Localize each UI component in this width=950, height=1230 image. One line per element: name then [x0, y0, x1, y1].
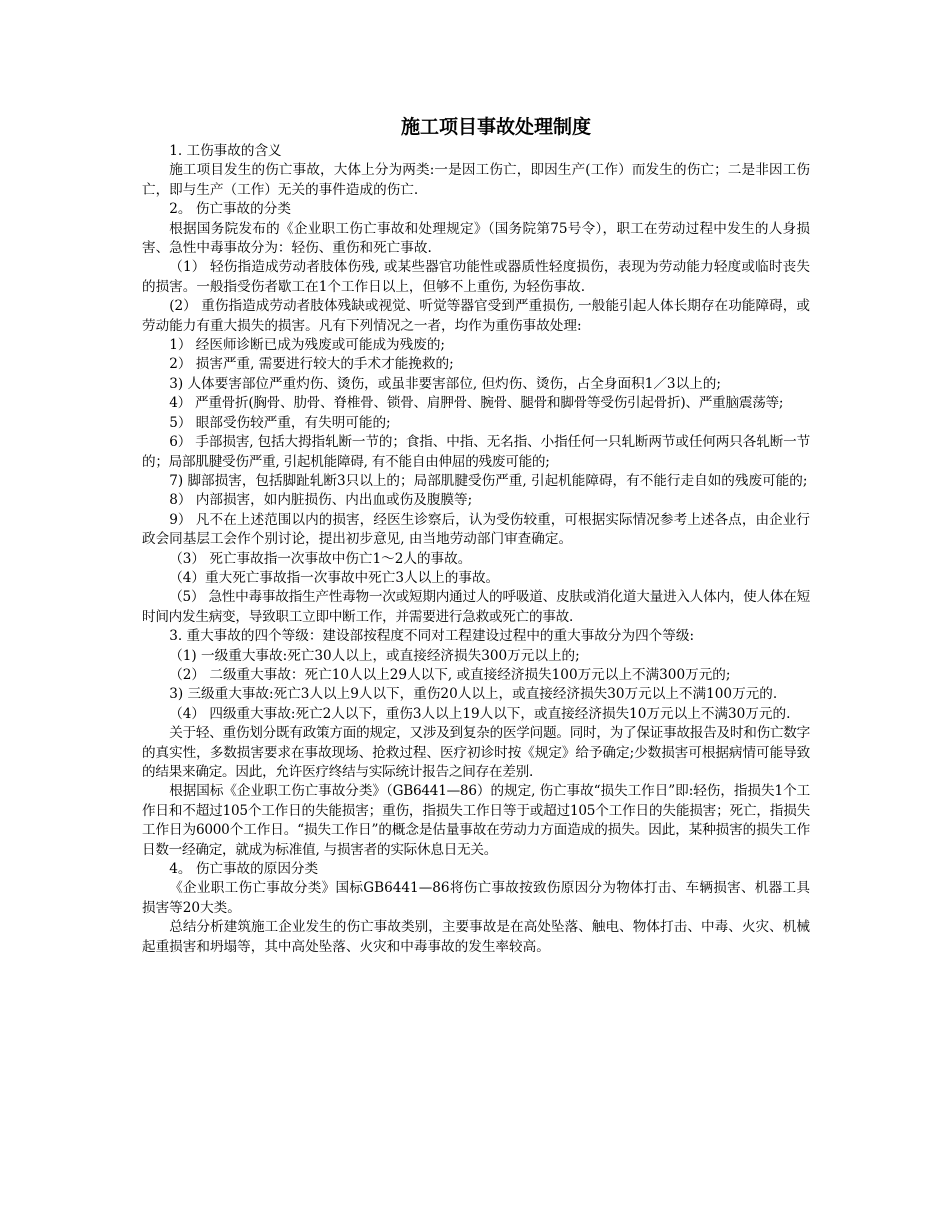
- list-item: 4） 严重骨折(胸骨、肋骨、脊椎骨、锁骨、肩胛骨、腕骨、腿骨和脚骨等受伤引起骨折)、严重脑震荡等;: [169, 395, 784, 412]
- list-item: 7) 脚部损害，包括脚趾轧断3只以上的；局部肌腱受伤严重, 引起机能障碍，有不能行走自如的残废可能的;: [169, 472, 808, 489]
- list-item-serious-injury: (2） 重伤指造成劳动者肢体残缺或视觉、听觉等器官受到严重损伤, 一般能引起人体长期存在功能障碍，或劳动能力有重大损失的损害。凡有下列情况之一者，均作为重伤事故处理:: [142, 298, 810, 334]
- paragraph: 关于轻、重伤划分既有政策方面的规定，又涉及到复杂的医学问题。同时，为了保证事故报告及时和伤亡数字的真实性，多数损害要求在事故现场、抢救过程、医疗初诊时按《规定》给予确定;少数损害可根据病情可能导致的结果来确定。因此，允许医疗终结与实际统计报告之间存在差别.: [142, 725, 810, 780]
- list-item-death-accident: （3） 死亡事故指一次事故中伤亡1～2人的事故。: [169, 550, 472, 567]
- document-page: [142, 112, 810, 957]
- list-item-major-death-accident: （4）重大死亡事故指一次事故中死亡3人以上的事故。: [169, 569, 500, 586]
- list-item-grade-2: （2） 二级重大事故：死亡10人以上29人以下, 或直接经济损失100万元以上不满300万元的;: [169, 666, 731, 683]
- list-item: 8） 内部损害，如内脏损伤、内出血或伤及腹膜等;: [169, 492, 473, 509]
- list-item-acute-poisoning: （5） 急性中毒事故指生产性毒物一次或短期内通过人的呼吸道、皮肤或消化道大量进入人体内，使人体在短时间内发生病变，导致职工立即中断工作，并需要进行急救或死亡的事故.: [142, 589, 810, 625]
- list-item: 5） 眼部受伤较严重，有失明可能的;: [169, 414, 391, 431]
- list-item-grade-3: 3) 三级重大事故:死亡3人以上9人以下，重伤20人以上，或直接经济损失30万元以上不满100万元的.: [169, 686, 778, 703]
- list-item: 3) 人体要害部位严重灼伤、烫伤，或虽非要害部位, 但灼伤、烫伤，占全身面积1／3以上的;: [169, 375, 721, 392]
- list-item-grade-4: （4） 四级重大事故:死亡2人以下，重伤3人以上19人以下，或直接经济损失10万元以上不满30万元的.: [169, 705, 791, 722]
- paragraph: 根据国务院发布的《企业职工伤亡事故和处理规定》（国务院第75号令），职工在劳动过程中发生的人身损害、急性中毒事故分为：轻伤、重伤和死亡事故.: [142, 220, 810, 257]
- section-heading-1: 1. 工伤事故的含义: [169, 143, 282, 159]
- list-item: 1） 经医师诊断已成为残废或可能成为残废的;: [169, 337, 446, 354]
- paragraph: 施工项目发生的伤亡事故，大体上分为两类:一是因工伤亡，即因生产(工作）而发生的伤亡；二是非因工伤亡，即与生产（工作）无关的事件造成的伤亡.: [142, 162, 810, 198]
- paragraph: 根据国标《企业职工伤亡事故分类》（GB6441—86）的规定, 伤亡事故“损失工作日”即:轻伤，指损失1个工作日和不超过105个工作日的失能损害；重伤，指损失工作日等于或超过105个工作日的失能损害；死亡，指损失工作日为6000个工作日。“损失工作日”的概念是估量事故在劳动力方面造成的损失。因此，某种损害的损失工作日数一经确定，就成为标准值, 与损害者的实际休息日无关。: [142, 783, 810, 858]
- list-item-grade-1: （1) 一级重大事故:死亡30人以上，或直接经济损失300万元以上的;: [169, 647, 580, 664]
- document-title: 施工项目事故处理制度: [400, 116, 591, 138]
- list-item: 9） 凡不在上述范围以内的损害，经医生诊察后，认为受伤较重，可根据实际情况参考上述各点，由企业行政会同基层工会作个别讨论，提出初步意见, 由当地劳动部门审查确定。: [142, 511, 810, 548]
- section-heading-4: 4。 伤亡事故的原因分类: [169, 861, 319, 878]
- list-item: 6） 手部损害, 包括大拇指轧断一节的；食指、中指、无名指、小指任何一只轧断两节或任何两只各轧断一节的；局部肌腱受伤严重, 引起机能障碍, 有不能自由伸屈的残废可能的;: [142, 434, 810, 470]
- paragraph: 总结分析建筑施工企业发生的伤亡事故类别，主要事故是在高处坠落、触电、物体打击、中毒、火灾、机械起重损害和坍塌等，其中高处坠落、火灾和中毒事故的发生率较高。: [142, 919, 810, 955]
- section-heading-2: 2。 伤亡事故的分类: [169, 201, 291, 218]
- paragraph: 《企业职工伤亡事故分类》国标GB6441—86将伤亡事故按致伤原因分为物体打击、车辆损害、机器工具损害等20大类。: [142, 880, 810, 916]
- list-item-minor-injury: （1） 轻伤指造成劳动者肢体伤残, 或某些器官功能性或器质性轻度损伤，表现为劳动能力轻度或临时丧失的损害。一般指受伤者歇工在1个工作日以上，但够不上重伤, 为轻伤事故.: [142, 259, 810, 295]
- list-item: 2） 损害严重, 需要进行较大的手术才能挽救的;: [169, 356, 454, 373]
- section-heading-3: 3. 重大事故的四个等级：建设部按程度不同对工程建设过程中的重大事故分为四个等级:: [169, 628, 695, 645]
